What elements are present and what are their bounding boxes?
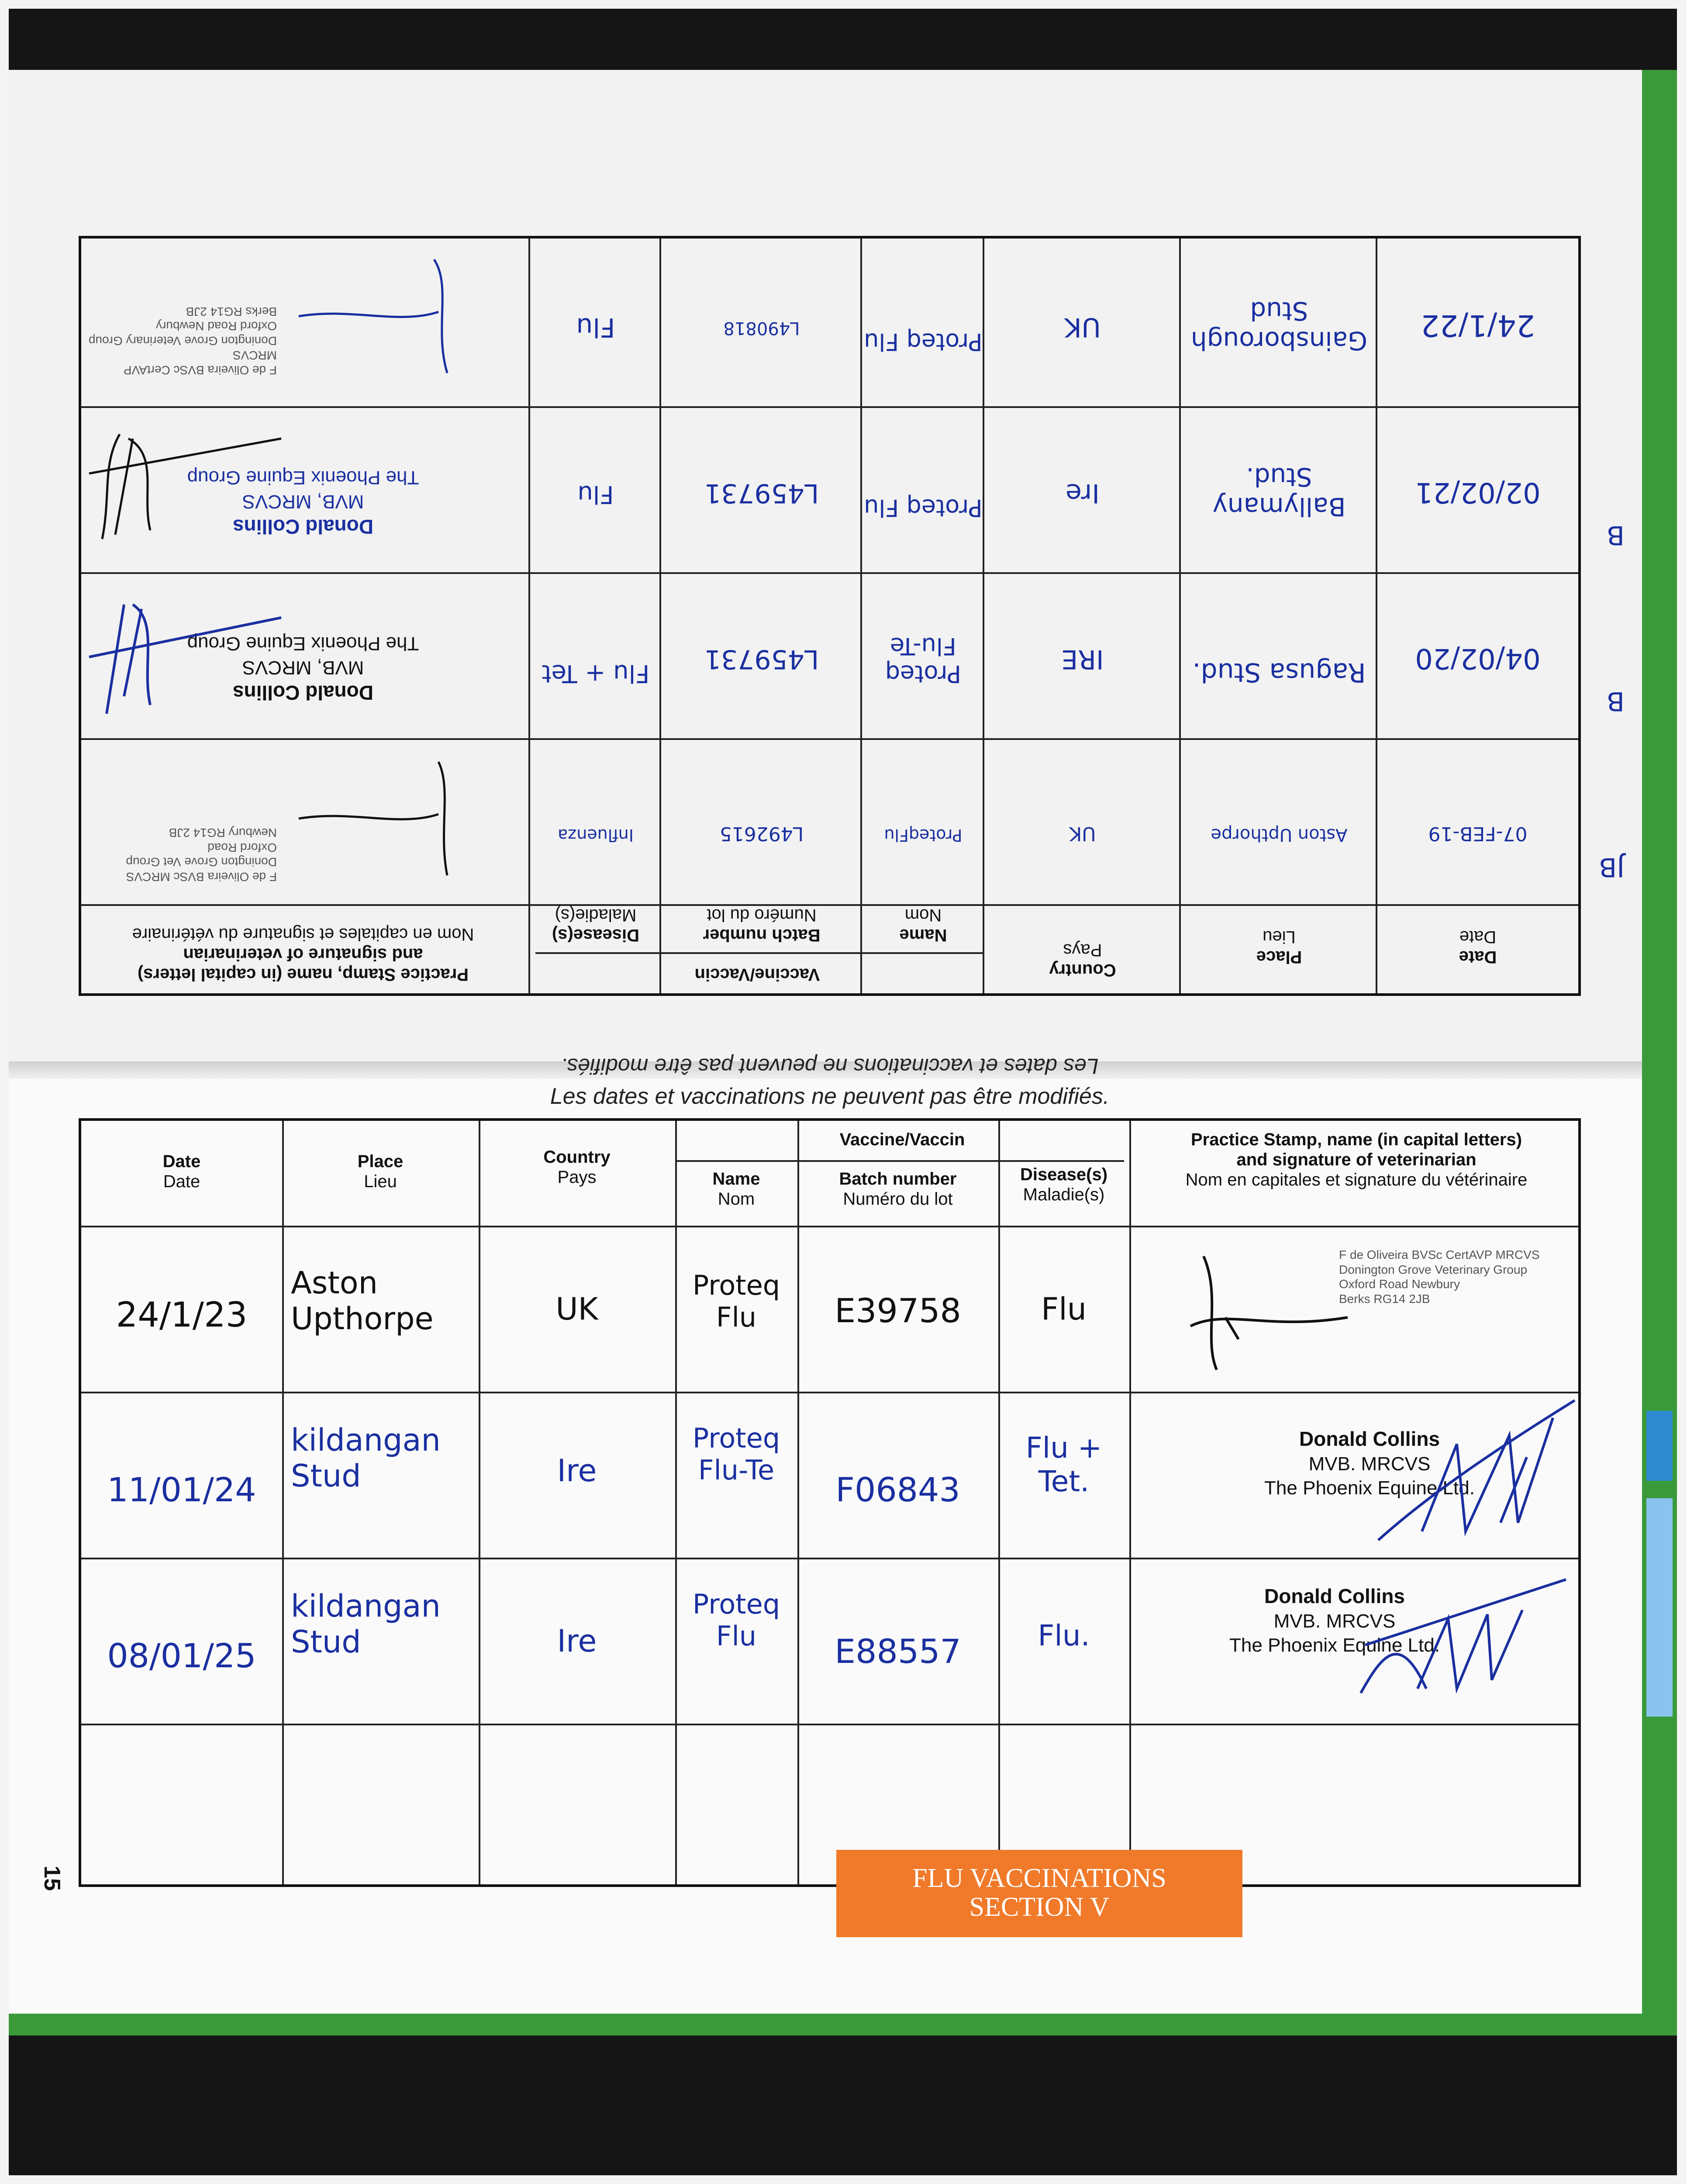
- header-batch: Batch number Numéro du lot: [703, 905, 821, 945]
- cell-date: 02/02/21: [1415, 476, 1541, 508]
- scan-border-bottom: [9, 2035, 1677, 2175]
- page-tab: [1646, 1411, 1673, 1481]
- cell-disease: Flu: [576, 312, 615, 342]
- vet-signature: [1348, 1566, 1575, 1706]
- header-vaccine: Vaccine/Vaccin: [839, 1130, 965, 1149]
- cell-vaccine-name: Proteq Flu: [692, 1588, 780, 1652]
- cell-place: Ragusa Stud.: [1192, 657, 1366, 688]
- cell-disease: Flu.: [1038, 1619, 1090, 1652]
- scan-border-top: [9, 9, 1677, 74]
- vet-stamp-oliveira: F de Oliveira BVSc MRCVS Donington Grove Vet Group Oxford Road Newbury RG14 2JB: [126, 826, 277, 884]
- notice-text-upper: Les dates et vaccinations ne peuvent pas être modifiés.: [561, 1054, 1099, 1078]
- notice-text: Les dates et vaccinations ne peuvent pas être modifiés.: [550, 1084, 1110, 1109]
- header-country: Country Pays: [543, 1147, 611, 1187]
- cell-country: IRE: [1061, 644, 1104, 674]
- section-label: FLU VACCINATIONS SECTION V: [836, 1850, 1242, 1937]
- upper-vaccination-table-rotated: [79, 236, 1625, 1083]
- cell-country: UK: [555, 1291, 598, 1327]
- vet-stamp-collins: Donald Collins MVB. MRCVS The Phoenix Equine Ltd.: [1229, 1585, 1440, 1656]
- lower-vaccination-section: [79, 1070, 1581, 1922]
- page-number: 15: [39, 1866, 65, 1891]
- page-tab-light: [1646, 1498, 1673, 1717]
- vet-stamp-collins: Donald Collins MVB. MRCVS The Phoenix Equine Ltd.: [1264, 1427, 1475, 1499]
- cell-place: Aston Upthorpe: [1211, 825, 1348, 845]
- cell-vaccine-name: Proteq Flu: [864, 328, 983, 356]
- cell-vaccine-name: Proteq Flu: [692, 1269, 780, 1333]
- header-disease: Disease(s) Maladie(s): [1020, 1165, 1108, 1204]
- cell-batch: L459731: [704, 644, 819, 674]
- header-date: Date Date: [1459, 927, 1497, 967]
- vet-signature: [281, 246, 465, 390]
- cell-batch: E88557: [835, 1632, 961, 1671]
- cell-place: Gainsborough Stud: [1190, 296, 1368, 356]
- vet-stamp-oliveira: F de Oliveira BVSc CertAVP MRCVS Donington Grove Veterinary Group Oxford Road Newbury Berks RG14 2JB: [88, 304, 277, 377]
- cell-country: Ire: [557, 1453, 597, 1489]
- cell-place: Ballymany Stud.: [1212, 462, 1346, 522]
- cell-disease: Influenza: [558, 826, 634, 845]
- vet-stamp-collins: Donald Collins MVB, MRCVS The Phoenix Equine Group: [187, 633, 419, 704]
- vet-signature: [1370, 1392, 1588, 1558]
- cell-vaccine-name: Proteq Flu-Te: [885, 632, 962, 688]
- cell-country: Ire: [1066, 478, 1100, 508]
- cell-vaccine-name: ProteqFlu: [884, 826, 963, 845]
- cell-batch: L490818: [723, 318, 800, 338]
- cell-date: 24/1/22: [1420, 308, 1535, 342]
- header-disease: Disease(s) Maladie(s): [552, 905, 640, 945]
- cell-date: 08/01/25: [107, 1636, 256, 1675]
- vet-signature: [1138, 1243, 1374, 1383]
- header-place: Place Lieu: [1256, 927, 1302, 967]
- cell-batch: L459731: [704, 478, 819, 508]
- vaccination-table-upper: [79, 236, 1581, 996]
- header-practice: Practice Stamp, name (in capital letters) and signature of veterinarian Nom en capitales et signature du vétérinaire: [132, 925, 474, 984]
- header-date: Date Date: [162, 1152, 201, 1191]
- cell-country: UK: [1064, 312, 1101, 342]
- header-batch: Batch number Numéro du lot: [839, 1169, 957, 1209]
- header-place: Place Lieu: [357, 1152, 404, 1191]
- margin-initials: B: [1606, 686, 1625, 716]
- cell-batch: E39758: [835, 1291, 961, 1330]
- cell-batch: L492615: [719, 822, 804, 845]
- margin-initials: JB: [1599, 852, 1625, 882]
- header-name: Name Nom: [712, 1169, 760, 1209]
- cell-place: kildangan Stud: [291, 1422, 441, 1494]
- cell-disease: Flu: [577, 480, 614, 508]
- vet-signature: [80, 591, 290, 731]
- vet-signature: [80, 421, 290, 561]
- cell-date: 07-FEB-19: [1428, 822, 1528, 845]
- vaccination-table: [79, 1118, 1581, 1887]
- cell-place: Aston Upthorpe: [291, 1265, 434, 1337]
- cell-date: 04/02/20: [1415, 642, 1541, 674]
- header-practice: Practice Stamp, name (in capital letters) and signature of veterinarian Nom en capitales et signature du vétérinaire: [1185, 1130, 1528, 1189]
- cell-country: Ire: [557, 1623, 597, 1659]
- cell-vaccine-name: Proteq Flu-Te: [692, 1422, 780, 1486]
- cell-disease: Flu + Tet.: [1025, 1431, 1102, 1498]
- cell-disease: Flu + Tet: [542, 659, 650, 688]
- cell-date: 11/01/24: [107, 1470, 256, 1509]
- header-country: Country Pays: [1049, 940, 1116, 980]
- cell-place: kildangan Stud: [291, 1588, 441, 1660]
- cell-country: UK: [1069, 822, 1096, 845]
- vet-stamp-oliveira: F de Oliveira BVSc CertAVP MRCVS Donington Grove Veterinary Group Oxford Road Newbury Berks RG14 2JB: [1339, 1248, 1540, 1306]
- header-name: Name Nom: [899, 905, 947, 945]
- cell-date: 24/1/23: [116, 1296, 248, 1335]
- cell-disease: Flu: [1041, 1291, 1087, 1327]
- header-vaccine: Vaccine/Vaccin: [694, 965, 820, 984]
- vet-signature: [281, 749, 465, 893]
- cell-vaccine-name: Proteq Flu: [864, 494, 983, 522]
- margin-initials: B: [1606, 520, 1625, 550]
- cell-batch: F06843: [835, 1470, 960, 1509]
- vet-stamp-collins: Donald Collins MVB, MRCVS The Phoenix Equine Group: [187, 467, 419, 538]
